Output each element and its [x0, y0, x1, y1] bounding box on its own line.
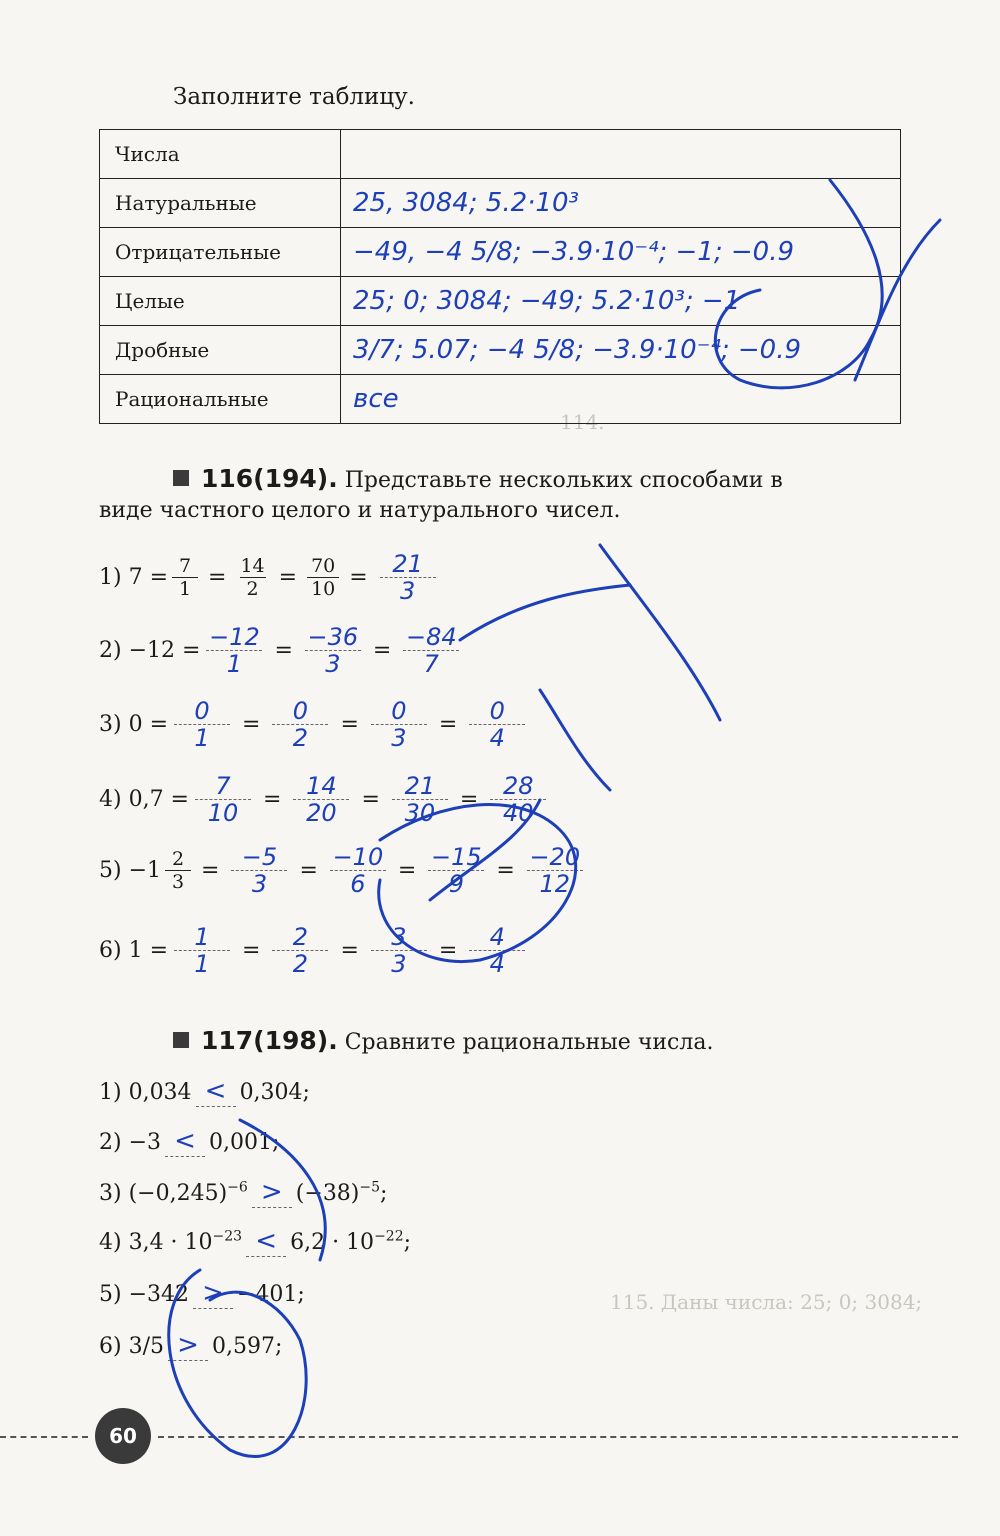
comparison-sign[interactable]: < — [196, 1076, 236, 1107]
answer-fraction[interactable]: $\frac{2}{2}$ — [272, 924, 328, 977]
task-116-heading — [173, 462, 903, 498]
equation-row: 2) −12 = $\frac{-12}{1}$ = $\frac{-36}{3}$ = $\frac{-84}{7}$ — [99, 618, 465, 682]
left-operand: 1) 0,034 — [99, 1080, 192, 1105]
printed-fraction: $\frac{14}{2}$ — [240, 554, 265, 600]
answer-fraction[interactable]: $\frac{-84}{7}$ — [403, 624, 459, 677]
comparison-row — [99, 1076, 310, 1107]
mixed-fraction: $\frac{2}{3}$ — [165, 848, 191, 893]
task-bullet-icon — [173, 470, 189, 486]
row-label: Рациональные — [100, 375, 341, 424]
page-divider — [0, 1436, 88, 1438]
equation-row: 3) 0 = $\frac{0}{1}$ = $\frac{0}{2}$ = $\frac{0}{3}$ = $\frac{0}{4}$ — [99, 692, 531, 756]
numbers-table — [99, 129, 901, 424]
intro-text: Заполните таблицу. — [173, 84, 415, 110]
answer-fraction[interactable]: $\frac{-15}{9}$ — [428, 844, 484, 897]
answer-fraction[interactable]: $\frac{28}{40}$ — [490, 773, 546, 826]
left-operand: 4) 3,4 · 10 — [99, 1230, 213, 1255]
task-text: Представьте нескольких способами в — [344, 468, 783, 493]
comparison-sign[interactable]: > — [168, 1330, 208, 1361]
comparison-sign[interactable]: < — [246, 1226, 286, 1257]
task-bullet-icon — [173, 1032, 189, 1048]
equation-label: 2) −12 = — [99, 637, 201, 663]
task-116-text-line2: виде частного целого и натурального чисел. — [99, 498, 621, 523]
answer-fraction[interactable]: $\frac{0}{2}$ — [272, 698, 328, 751]
answer-fraction[interactable]: $\frac{3}{3}$ — [371, 924, 427, 977]
answer-fraction[interactable]: $\frac{-10}{6}$ — [330, 844, 386, 897]
answer-fraction[interactable]: $\frac{-5}{3}$ — [231, 844, 287, 897]
equation-label: 3) 0 = — [99, 711, 168, 737]
answer-fraction[interactable]: $\frac{14}{20}$ — [293, 773, 349, 826]
answer-fraction[interactable]: $\frac{-36}{3}$ — [305, 624, 361, 677]
right-operand: 0,304; — [239, 1080, 310, 1105]
equation-label: 1) 7 = — [99, 564, 168, 590]
task-117-heading — [173, 1024, 713, 1060]
row-answer[interactable]: 25; 0; 3084; −49; 5.2·10³; −1 — [341, 277, 901, 326]
row-label: Целые — [100, 277, 341, 326]
answer-fraction[interactable]: $\frac{1}{1}$ — [174, 924, 230, 977]
answer-fraction[interactable]: $\frac{0}{3}$ — [371, 698, 427, 751]
right-operand: 6,2 · 10 — [290, 1230, 375, 1255]
row-answer[interactable]: 3/7; 5.07; −4 5/8; −3.9·10⁻⁴; −0.9 — [341, 326, 901, 375]
comparison-sign[interactable]: > — [193, 1278, 233, 1309]
comparison-row: 3) $(-0,245)^{-6} > (-38)^{-5}$; — [99, 1177, 388, 1207]
task-text: Сравните рациональные числа. — [344, 1030, 714, 1055]
comparison-row — [99, 1126, 279, 1157]
row-label: Отрицательные — [100, 228, 341, 277]
answer-fraction[interactable]: $\frac{-20}{12}$ — [527, 844, 583, 897]
left-operand: 3) (−0,245) — [99, 1181, 228, 1206]
comparison-sign[interactable]: > — [252, 1177, 292, 1208]
left-operand: 6) 3/5 — [99, 1334, 164, 1359]
row-answer[interactable] — [341, 130, 901, 179]
equation-row: 5) −1 $\frac{2}{3}$ = $\frac{-5}{3}$ = $\frac{-10}{6}$ = $\frac{-15}{9}$ = $\frac{-20}{12}$ — [99, 838, 589, 902]
equation-row: 1) 7 = $\frac{7}{1}$ = $\frac{14}{2}$ = $\frac{70}{10}$ = $\frac{21}{3}$ — [99, 545, 442, 609]
equation-row: 6) 1 = $\frac{1}{1}$ = $\frac{2}{2}$ = $\frac{3}{3}$ = $\frac{4}{4}$ — [99, 918, 531, 982]
left-operand: 5) −342 — [99, 1282, 189, 1307]
row-label: Дробные — [100, 326, 341, 375]
answer-fraction[interactable]: $\frac{0}{4}$ — [469, 698, 525, 751]
comparison-sign[interactable]: < — [165, 1126, 205, 1157]
equation-label: 5) −1 — [99, 857, 162, 883]
right-operand: −401; — [237, 1282, 305, 1307]
row-answer[interactable]: −49, −4 5/8; −3.9·10⁻⁴; −1; −0.9 — [341, 228, 901, 277]
answer-fraction[interactable]: $\frac{0}{1}$ — [174, 698, 230, 751]
answer-fraction[interactable]: $\frac{4}{4}$ — [469, 924, 525, 977]
left-operand: 2) −3 — [99, 1130, 162, 1155]
answer-fraction[interactable]: $\frac{21}{30}$ — [392, 773, 448, 826]
row-answer[interactable]: 25, 3084; 5.2·10³ — [341, 179, 901, 228]
equation-row: 4) 0,7 = $\frac{7}{10}$ = $\frac{14}{20}$ = $\frac{21}{30}$ = $\frac{28}{40}$ — [99, 767, 552, 831]
table-row — [100, 375, 901, 424]
table-row — [100, 277, 901, 326]
row-answer[interactable]: все — [341, 375, 901, 424]
row-label: Числа — [100, 130, 341, 179]
answer-fraction[interactable]: $\frac{-12}{1}$ — [206, 624, 262, 677]
equation-label: 6) 1 = — [99, 937, 168, 963]
row-label: Натуральные — [100, 179, 341, 228]
right-operand: 0,597; — [211, 1334, 283, 1359]
comparison-row — [99, 1278, 305, 1309]
printed-fraction: $\frac{70}{10}$ — [307, 555, 339, 600]
comparison-row — [99, 1330, 282, 1361]
right-operand: (−38) — [295, 1181, 360, 1206]
right-operand: 0,001; — [209, 1130, 280, 1155]
page-number: 60 — [95, 1408, 151, 1464]
equation-label: 4) 0,7 = — [99, 786, 189, 812]
table-row — [100, 179, 901, 228]
comparison-row: 4) $3,4 \cdot 10^{-23} < 6,2 \cdot 10^{-22}$; — [99, 1226, 412, 1256]
page-divider — [158, 1436, 958, 1438]
answer-fraction[interactable]: $\frac{7}{10}$ — [195, 773, 251, 826]
table-row — [100, 130, 901, 179]
printed-fraction: $\frac{7}{1}$ — [172, 555, 198, 600]
task-number: 116(194). — [201, 464, 338, 493]
table-row — [100, 326, 901, 375]
task-number: 117(198). — [201, 1026, 338, 1055]
answer-fraction[interactable]: $\frac{21}{3}$ — [380, 551, 436, 604]
table-row — [100, 228, 901, 277]
